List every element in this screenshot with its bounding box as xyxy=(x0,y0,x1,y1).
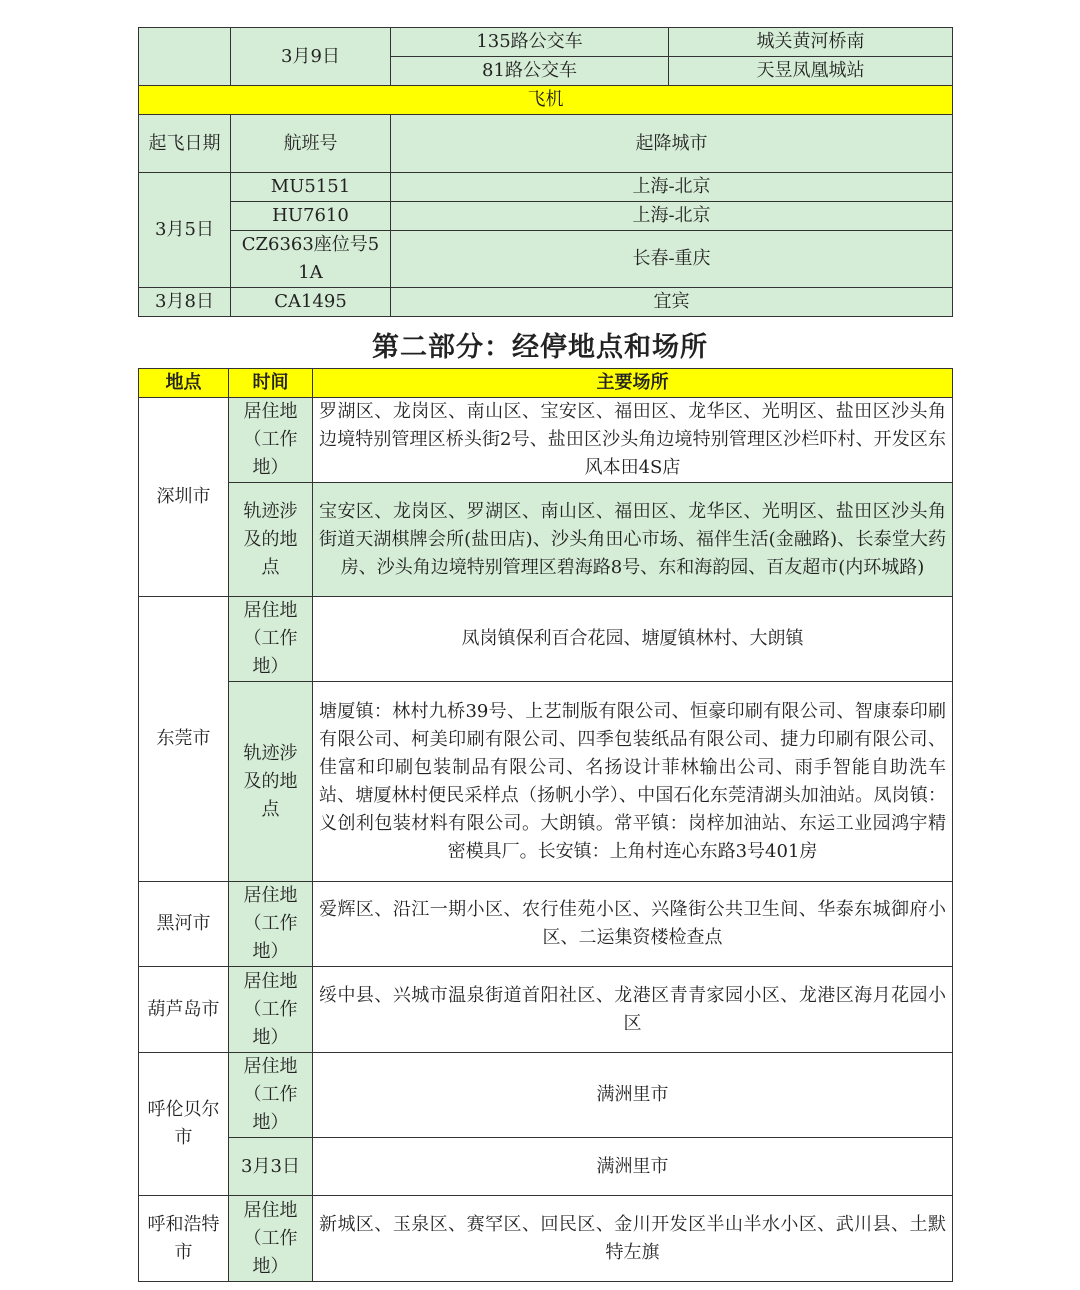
flight-header-date: 起飞日期 xyxy=(139,115,231,173)
residence-label: 居住地（工作地） xyxy=(229,398,313,483)
flight-section-label: 飞机 xyxy=(139,86,953,115)
flight-route: 宜宾 xyxy=(391,288,953,317)
hulunbuir-date-place: 满洲里市 xyxy=(313,1138,953,1196)
date-label: 3月3日 xyxy=(229,1138,313,1196)
flight-number: CA1495 xyxy=(231,288,391,317)
flight-header-number: 航班号 xyxy=(231,115,391,173)
heihe-residence: 爱辉区、沿江一期小区、农行佳苑小区、兴隆街公共卫生间、华泰东城御府小区、二运集资楼检查点 xyxy=(313,882,953,967)
section-title: 第二部分：经停地点和场所 xyxy=(372,332,708,363)
header-venues: 主要场所 xyxy=(313,369,953,398)
track-label: 轨迹涉及的地点 xyxy=(229,682,313,882)
flight-route: 长春-重庆 xyxy=(391,231,953,288)
flight-date: 3月5日 xyxy=(139,173,231,288)
flight-number: HU7610 xyxy=(231,202,391,231)
city-heihe: 黑河市 xyxy=(139,882,229,967)
residence-label: 居住地（工作地） xyxy=(229,967,313,1053)
city-dongguan: 东莞市 xyxy=(139,597,229,882)
shenzhen-track: 宝安区、龙岗区、罗湖区、南山区、福田区、龙华区、光明区、盐田区沙头角街道天湖棋牌会所(盐田店)、沙头角田心市场、福伴生活(金融路)、长泰堂大药房、沙头角边境特别管理区碧海路8号、东和海韵园、百友超市(内环城路) xyxy=(313,483,953,597)
city-hohhot: 呼和浩特市 xyxy=(139,1196,229,1282)
flight-number: MU5151 xyxy=(231,173,391,202)
dongguan-track: 塘厦镇：林村九桥39号、上艺制版有限公司、恒豪印刷有限公司、智康泰印刷有限公司、柯美印刷有限公司、四季包装纸品有限公司、捷力印刷有限公司、佳富和印刷包装制品有限公司、名扬设计菲林输出公司、雨手智能自助洗车站、塘厦林村便民采样点（扬帆小学）、中国石化东莞清湖头加油站。凤岗镇：义创利包装材料有限公司。大朗镇。常平镇：岗梓加油站、东运工业园鸿宇精密模具厂。长安镇：上角村连心东路3号401房 xyxy=(313,682,953,882)
shenzhen-residence: 罗湖区、龙岗区、南山区、宝安区、福田区、龙华区、光明区、盐田区沙头角边境特别管理区桥头街2号、盐田区沙头角边境特别管理区沙栏吓村、开发区东风本田4S店 xyxy=(313,398,953,483)
transport-table xyxy=(138,27,953,317)
dongguan-residence: 凤岗镇保利百合花园、塘厦镇林村、大朗镇 xyxy=(313,597,953,682)
bus-stop: 城关黄河桥南 xyxy=(669,28,953,57)
hohhot-residence: 新城区、玉泉区、赛罕区、回民区、金川开发区半山半水小区、武川县、土默特左旗 xyxy=(313,1196,953,1282)
residence-label: 居住地（工作地） xyxy=(229,882,313,967)
flight-route: 上海-北京 xyxy=(391,202,953,231)
flight-header-route: 起降城市 xyxy=(391,115,953,173)
bus-blank-cell xyxy=(139,28,231,86)
bus-vehicle: 81路公交车 xyxy=(391,57,669,86)
flight-number: CZ6363座位号51A xyxy=(231,231,391,288)
flight-date: 3月8日 xyxy=(139,288,231,317)
city-huludao: 葫芦岛市 xyxy=(139,967,229,1053)
places-table xyxy=(138,368,953,1282)
bus-stop: 天昱凤凰城站 xyxy=(669,57,953,86)
residence-label: 居住地（工作地） xyxy=(229,1053,313,1138)
bus-vehicle: 135路公交车 xyxy=(391,28,669,57)
header-place: 地点 xyxy=(139,369,229,398)
bus-date: 3月9日 xyxy=(231,28,391,86)
track-label: 轨迹涉及的地点 xyxy=(229,483,313,597)
flight-route: 上海-北京 xyxy=(391,173,953,202)
huludao-residence: 绥中县、兴城市温泉街道首阳社区、龙港区青青家园小区、龙港区海月花园小区 xyxy=(313,967,953,1053)
header-time: 时间 xyxy=(229,369,313,398)
city-shenzhen: 深圳市 xyxy=(139,398,229,597)
city-hulunbuir: 呼伦贝尔市 xyxy=(139,1053,229,1196)
hulunbuir-residence: 满洲里市 xyxy=(313,1053,953,1138)
residence-label: 居住地（工作地） xyxy=(229,597,313,682)
residence-label: 居住地（工作地） xyxy=(229,1196,313,1282)
